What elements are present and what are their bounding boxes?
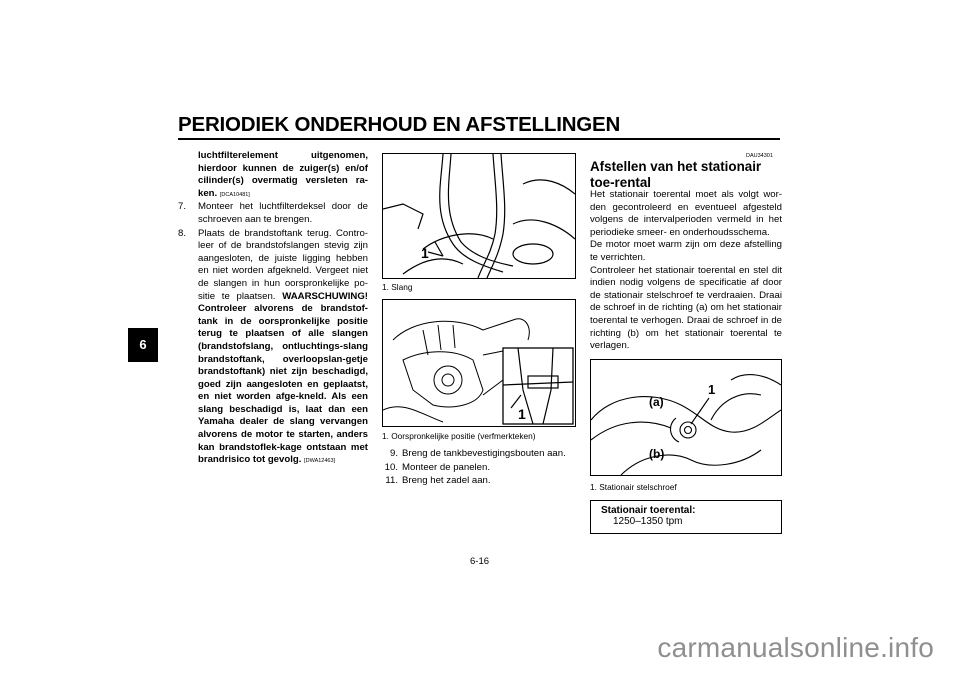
step-number: 7. <box>178 201 187 213</box>
figure-original-position <box>382 299 576 427</box>
hose-illustration <box>383 154 575 278</box>
page-title: PERIODIEK ONDERHOUD EN AFSTELLINGEN <box>178 113 621 136</box>
spec-value: 1250–1350 tpm <box>613 516 683 527</box>
figure-idle-screw <box>590 359 782 476</box>
step-number: 11. <box>385 475 398 487</box>
warning-code: [DWA12463] <box>304 458 336 465</box>
notice-continuation <box>178 150 368 201</box>
step-number: 8. <box>178 227 187 239</box>
step-text: Monteer het luchtfilterdeksel door de schroeven aan te brengen. <box>198 201 368 225</box>
step-text: Monteer de panelen. <box>402 461 491 473</box>
figure-caption: 1. Oorspronkelijke positie (verfmerkteken) <box>382 431 536 441</box>
page-number: 6-16 <box>470 556 490 567</box>
step-9 <box>382 448 578 461</box>
step-7 <box>178 201 368 226</box>
paragraph: Controleer het stationair toerental en stel dit indien nodig volgens de specificatie af door de stationair stelschroef te verdraaien. Draai de schroef in de richting (a) om het stationair toerental te verhogen. Draai de schroef in de richting (b) om het stationair toerental te verlagen. <box>590 264 782 352</box>
title-rule <box>178 138 780 140</box>
section-heading: Afstellen van het stationair toe-rental <box>590 159 762 190</box>
section-tab: 6 <box>128 328 158 362</box>
step-text: Plaats de brandstoftank terug. Contro-leer of de brandstofslangen stevig zijn aangesloten, de juiste ligging hebben en niet worden afgekneld. Vergeet niet de slangen in hun oorspronkelijke po-sitie te plaatsen. <box>198 227 368 302</box>
spec-title: Stationair toerental: <box>601 505 696 516</box>
figure-callout: 1 <box>518 406 526 422</box>
step-text: Breng de tankbevestigingsbouten aan. <box>402 448 566 459</box>
column-3-body <box>590 189 782 353</box>
figure-caption: 1. Stationair stelschroef <box>590 482 677 492</box>
watermark: carmanualsonline.info <box>657 632 934 663</box>
paragraph: Het stationair toerental moet als volgt wor-den gecontroleerd en eventueel afgesteld volgens de intervalperioden vermeld in het periodieke smeer- en onderhoudsschema. <box>590 189 782 238</box>
step-10 <box>382 462 578 475</box>
step-8 <box>178 228 368 468</box>
figure-callout: 1 <box>421 245 429 261</box>
paragraph: De motor moet warm zijn om deze afstelling te verrichten. <box>590 239 782 263</box>
notice-code: [DCA10481] <box>219 191 250 198</box>
step-number: 10. <box>384 461 398 473</box>
callout-b: (b) <box>649 447 665 461</box>
step-11 <box>382 475 578 488</box>
warning-text: WAARSCHUWING! Controleer alvorens de brandstof-tank in de oorspronkelijke positie terug te plaatsen of alle slangen (brandstofslang, ontluchtings-slang brandstoftank, overloopslan-getje brandstoftank) niet zijn beschadigd, goed zijn aangesloten en geplaatst, en niet worden afge-kneld. Als een slang beschadigd is, laat dan een Yamaha dealer de slang vervangen alvorens de motor te starten, anders kan brandstoflek-kage ontstaan met brandrisico tot gevolg. <box>198 290 368 466</box>
callout-a: (a) <box>649 395 664 409</box>
throttle-illustration <box>591 360 781 475</box>
spec-box <box>590 500 782 534</box>
figure-caption: 1. Slang <box>382 282 413 292</box>
section-code: DAU34301 <box>746 153 773 159</box>
column-1 <box>178 150 368 469</box>
callout-number: 1 <box>708 382 716 397</box>
figure-hose <box>382 153 576 279</box>
step-text: Breng het zadel aan. <box>402 475 491 487</box>
engine-illustration <box>383 300 575 426</box>
step-number: 9. <box>389 448 398 459</box>
column-2-steps <box>382 448 578 489</box>
notice-text: luchtfilterelement uitgenomen, hierdoor kunnen de zuiger(s) en/of cilinder(s) overmatig versleten ra-ken. <box>198 150 368 199</box>
